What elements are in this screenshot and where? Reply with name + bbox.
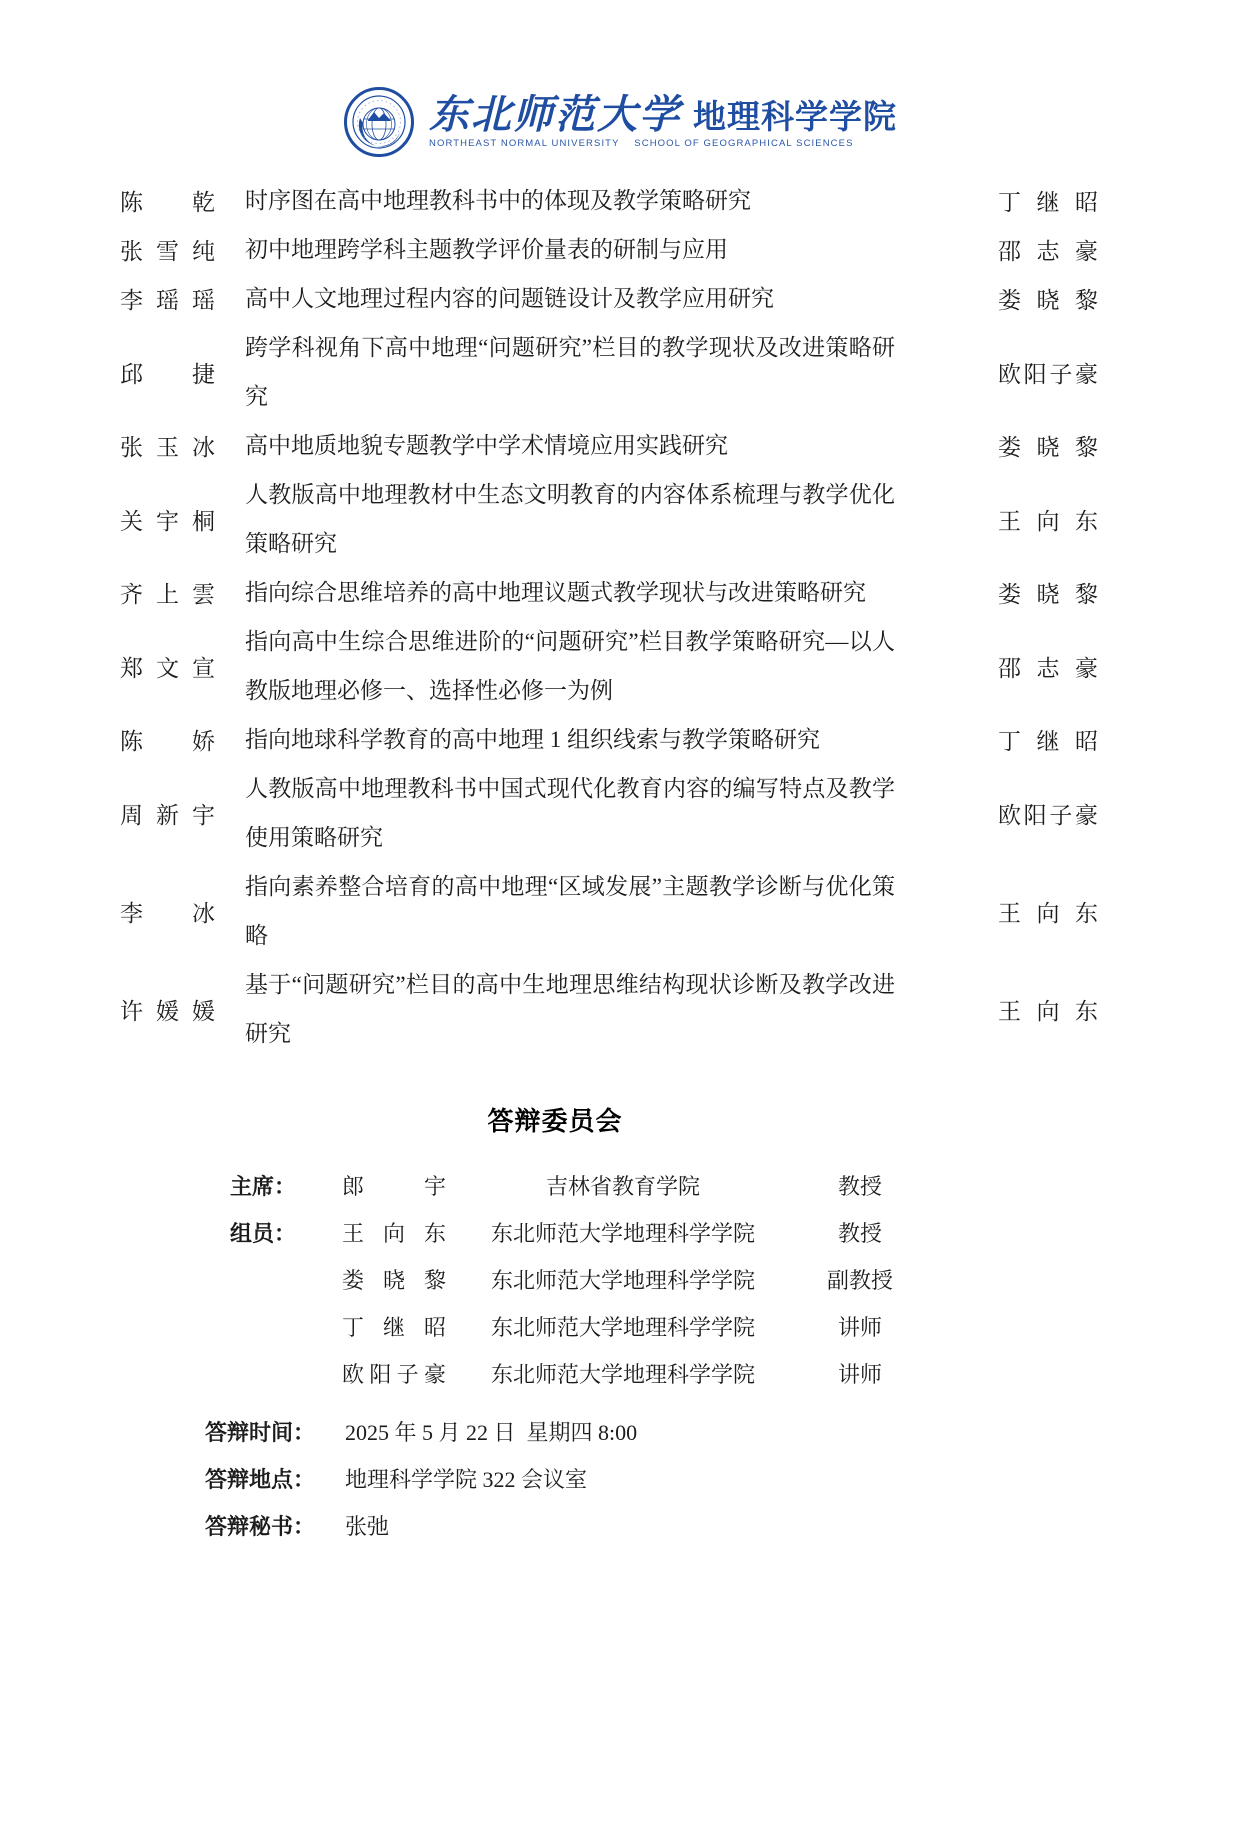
committee-table: [230, 1162, 1240, 1397]
committee-heading: 答辩委员会: [487, 1106, 623, 1136]
thesis-title: 指向地球科学教育的高中地理 1 组织线索与教学策略研究: [245, 727, 820, 752]
committee-row: [230, 1303, 1240, 1350]
thesis-row: [0, 323, 1240, 421]
committee-member-title: 教授: [837, 1174, 882, 1199]
thesis-row: [0, 715, 1240, 764]
committee-member-institution: 东北师范大学地理科学学院: [490, 1315, 755, 1340]
thesis-title: 人教版高中地理教材中生态文明教育的内容体系梳理与教学优化策略研究: [245, 482, 895, 556]
footer-row: [205, 1502, 1240, 1549]
footer-label: 答辩秘书：: [205, 1514, 316, 1539]
university-name-en: NORTHEAST NORMAL UNIVERSITY SCHOOL OF GEOGRAPHICAL SCIENCES: [429, 138, 854, 149]
thesis-row: [0, 764, 1240, 862]
advisor-name: 欧阳子豪: [998, 361, 1098, 387]
advisor-name: 邵志豪: [998, 655, 1098, 681]
advisor-name: 娄晓黎: [998, 582, 1098, 607]
defense-info: [205, 1408, 1240, 1549]
footer-row: [205, 1408, 1240, 1455]
thesis-row: [0, 274, 1240, 323]
thesis-row: [0, 862, 1240, 960]
footer-value: 地理科学学院 322 会议室: [345, 1467, 588, 1492]
university-seal-icon: [343, 86, 415, 158]
committee-member-title: 教授: [837, 1221, 882, 1246]
student-name: 陈娇: [120, 729, 215, 754]
committee-role-label: 组员：: [230, 1221, 297, 1246]
thesis-row: [0, 470, 1240, 568]
committee-role-label: 主席：: [230, 1174, 297, 1199]
committee-member-name: 娄晓黎: [342, 1268, 446, 1293]
thesis-title: 高中人文地理过程内容的问题链设计及教学应用研究: [245, 286, 774, 311]
thesis-title: 基于“问题研究”栏目的高中生地理思维结构现状诊断及教学改进研究: [245, 972, 895, 1046]
thesis-row: [0, 176, 1240, 225]
university-name-cn: 东北师范大学: [429, 92, 681, 137]
footer-row: [205, 1455, 1240, 1502]
thesis-title: 指向高中生综合思维进阶的“问题研究”栏目教学策略研究—以人教版地理必修一、选择性必修一为例: [245, 629, 895, 703]
student-name: 李瑶瑶: [120, 288, 215, 313]
logo-text-block: [429, 92, 897, 149]
thesis-title: 高中地质地貌专题教学中学术情境应用实践研究: [245, 433, 728, 458]
student-name: 周新宇: [120, 802, 215, 828]
thesis-title: 初中地理跨学科主题教学评价量表的研制与应用: [245, 237, 728, 262]
advisor-name: 王向东: [998, 900, 1098, 926]
thesis-row: [0, 225, 1240, 274]
student-name: 张玉冰: [120, 435, 215, 460]
advisor-name: 丁继昭: [998, 190, 1098, 215]
student-name: 陈乾: [120, 190, 215, 215]
committee-member-title: 讲师: [837, 1362, 882, 1387]
student-name: 许媛媛: [120, 998, 215, 1024]
committee-member-institution: 东北师范大学地理科学学院: [490, 1362, 755, 1387]
committee-member-institution: 吉林省教育学院: [545, 1174, 700, 1199]
student-name: 张雪纯: [120, 239, 215, 264]
advisor-name: 娄晓黎: [998, 435, 1098, 460]
advisor-name: 欧阳子豪: [998, 802, 1098, 828]
committee-row: [230, 1209, 1240, 1256]
committee-member-name: 丁继昭: [342, 1315, 446, 1340]
advisor-name: 丁继昭: [998, 729, 1098, 754]
advisor-name: 王向东: [998, 998, 1098, 1024]
thesis-row: [0, 421, 1240, 470]
student-name: 邱捷: [120, 361, 215, 387]
thesis-row: [0, 960, 1240, 1058]
school-name-cn: 地理科学学院: [693, 98, 897, 135]
thesis-title: 跨学科视角下高中地理“问题研究”栏目的教学现状及改进策略研究: [245, 335, 895, 409]
student-name: 李冰: [120, 900, 215, 926]
thesis-row: [0, 568, 1240, 617]
footer-label: 答辩地点：: [205, 1467, 316, 1492]
student-name: 郑文宣: [120, 655, 215, 681]
advisor-name: 王向东: [998, 508, 1098, 534]
committee-member-name: 郎宇: [342, 1174, 446, 1199]
committee-member-institution: 东北师范大学地理科学学院: [490, 1221, 755, 1246]
advisor-name: 娄晓黎: [998, 288, 1098, 313]
student-name: 齐上雲: [120, 582, 215, 607]
footer-value: 2025 年 5 月 22 日 星期四 8:00: [345, 1420, 638, 1445]
committee-row: [230, 1350, 1240, 1397]
thesis-title: 时序图在高中地理教科书中的体现及教学策略研究: [245, 188, 751, 213]
committee-member-name: 王向东: [342, 1221, 446, 1246]
footer-value: 张弛: [345, 1514, 390, 1539]
committee-member-name: 欧阳子豪: [342, 1362, 446, 1387]
thesis-row: [0, 617, 1240, 715]
advisor-name: 邵志豪: [998, 239, 1098, 264]
student-name: 关宇桐: [120, 508, 215, 534]
thesis-title: 人教版高中地理教科书中国式现代化教育内容的编写特点及教学使用策略研究: [245, 776, 895, 850]
thesis-table: [0, 176, 1240, 1058]
thesis-title: 指向素养整合培育的高中地理“区域发展”主题教学诊断与优化策略: [245, 874, 895, 948]
committee-row: [230, 1162, 1240, 1209]
header-logo: [0, 84, 1240, 160]
committee-member-institution: 东北师范大学地理科学学院: [490, 1268, 755, 1293]
committee-member-title: 副教授: [826, 1268, 893, 1293]
document-page: [0, 84, 1240, 1839]
thesis-title: 指向综合思维培养的高中地理议题式教学现状与改进策略研究: [245, 580, 866, 605]
committee-member-title: 讲师: [837, 1315, 882, 1340]
footer-label: 答辩时间：: [205, 1420, 316, 1445]
committee-row: [230, 1256, 1240, 1303]
